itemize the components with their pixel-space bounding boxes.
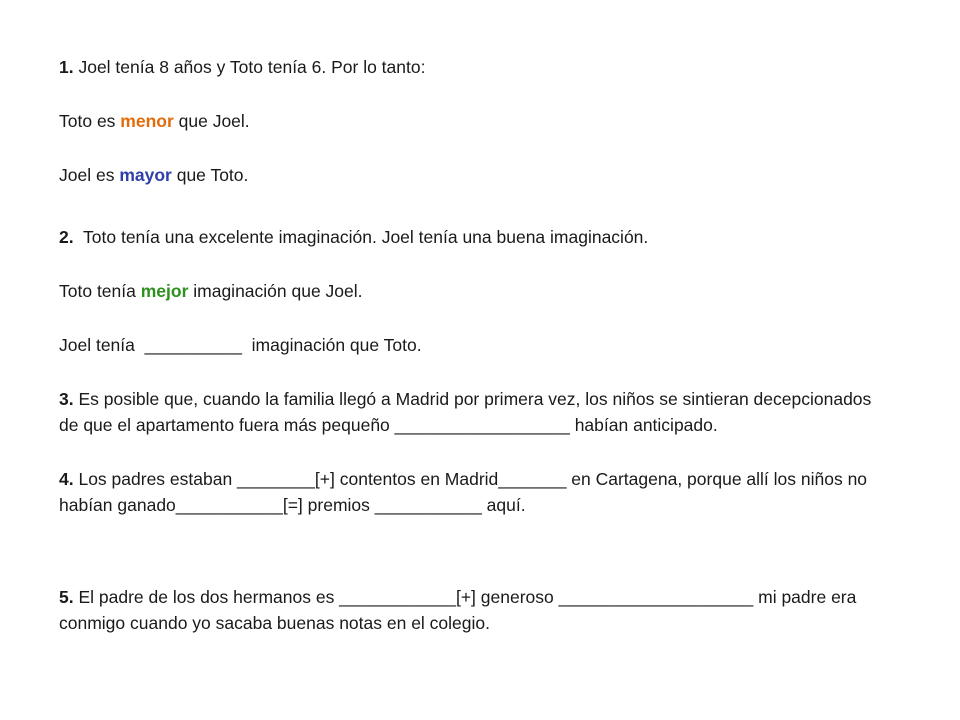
q2-statement: Toto tenía una excelente imaginación. Joel tenía una buena imaginación. xyxy=(73,227,649,247)
q4-paragraph xyxy=(59,466,889,518)
q2-line1 xyxy=(59,224,889,250)
q1-line2 xyxy=(59,108,889,134)
q2-word-mejor: mejor xyxy=(140,281,189,301)
q1-line3 xyxy=(59,162,889,188)
q1-line2-post: que Joel. xyxy=(173,111,250,131)
q2-line2 xyxy=(59,278,889,304)
q3-paragraph xyxy=(59,386,889,438)
q1-number: 1. xyxy=(59,57,74,77)
q2-line2-post: imaginación que Joel. xyxy=(188,281,363,301)
q4-text: Los padres estaban ________[+] contentos en Madrid_______ en Cartagena, porque allí los niños no habían ganado___________[=] premios ___________ aquí. xyxy=(59,469,868,515)
q3-text: Es posible que, cuando la familia llegó a Madrid por primera vez, los niños se sintieran decepcionados de que el apartamento fuera más pequeño __________________ habían anticipado. xyxy=(59,389,872,435)
q2-line3: Joel tenía __________ imaginación que Toto. xyxy=(59,335,422,355)
q1-line1 xyxy=(59,54,889,80)
q1-line3-pre: Joel es xyxy=(59,165,120,185)
q1-word-menor: menor xyxy=(120,111,174,131)
q2-line2-pre: Toto tenía xyxy=(59,281,141,301)
q3-number: 3. xyxy=(59,389,74,409)
q5-number: 5. xyxy=(59,587,74,607)
q5-paragraph xyxy=(59,584,889,636)
q2-number: 2. xyxy=(59,227,74,247)
q1-statement: Joel tenía 8 años y Toto tenía 6. Por lo tanto: xyxy=(73,57,426,77)
q5-text: El padre de los dos hermanos es ____________[+] generoso ____________________ mi padre era conmigo cuando yo sacaba buenas notas en el colegio. xyxy=(59,587,857,633)
q1-line2-pre: Toto es xyxy=(59,111,121,131)
q4-number: 4. xyxy=(59,469,74,489)
q1-word-mayor: mayor xyxy=(119,165,172,185)
q1-line3-post: que Toto. xyxy=(171,165,249,185)
exercise-slide xyxy=(59,54,889,636)
